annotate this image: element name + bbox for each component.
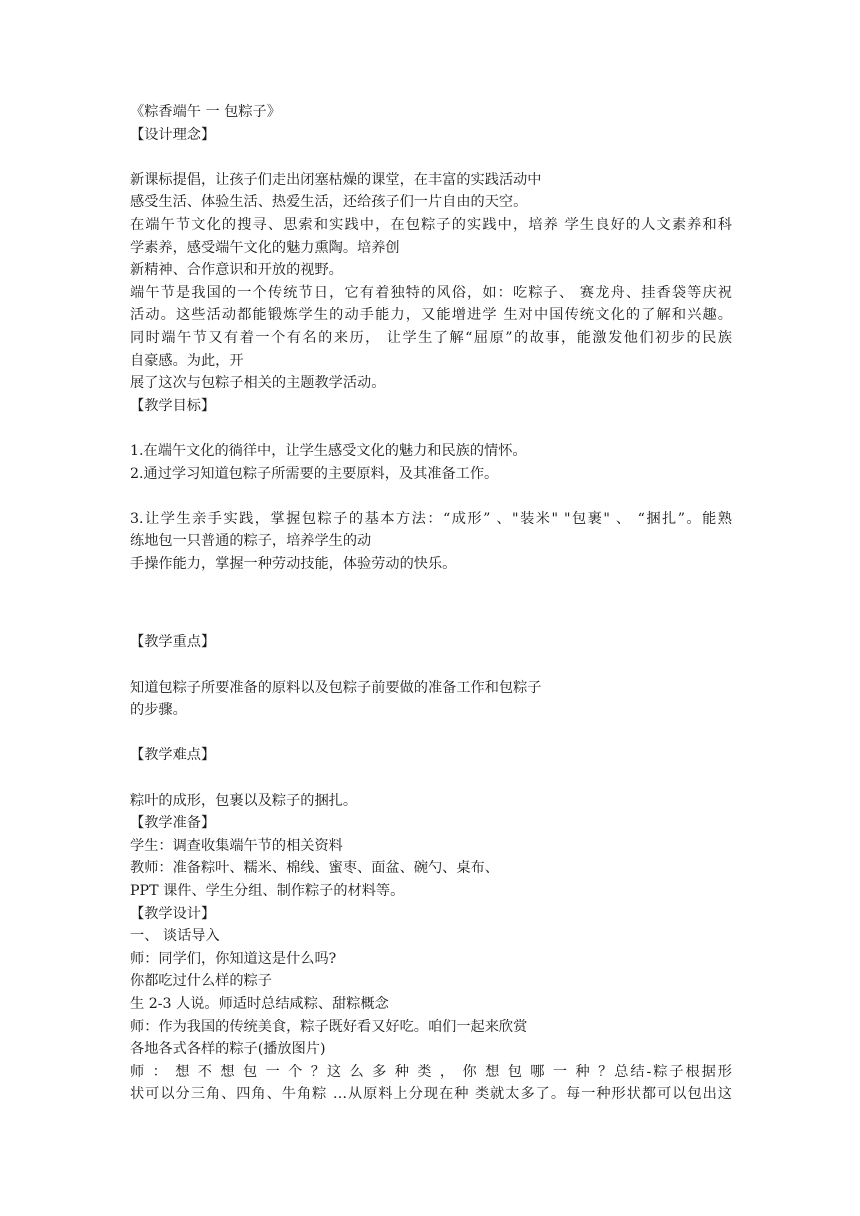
paragraph-line: 各地各式各样的粽子(播放图片) bbox=[130, 1041, 326, 1058]
paragraph-line: 粽叶的成形，包裹以及粽子的捆扎。 bbox=[130, 792, 358, 809]
paragraph-line: 师 ： 想 不 想 包 一 个 ？这 么 多 种 类 ， 你 想 包 哪 一 种 ？总结-粽子根据形 bbox=[130, 1063, 732, 1080]
paragraph-line: 生 2-3 人说。师适时总结咸粽、甜粽概念 bbox=[130, 995, 389, 1012]
paragraph-line: 学生：调查收集端午节的相关资料 bbox=[130, 837, 343, 854]
paragraph-line: 状可以分三角、四角、牛角粽 …从原料上分现在种 类就太多了。每一种形状都可以包出这 bbox=[130, 1086, 732, 1103]
paragraph-line: 师：同学们，你知道这是什么吗? bbox=[130, 950, 337, 967]
paragraph-line: 展了这次与包粽子相关的主题教学活动。 bbox=[130, 375, 386, 392]
document-title: 《粽香端午 一 包粽子》 bbox=[130, 104, 281, 120]
paragraph-line: 一、 谈话导入 bbox=[130, 928, 220, 945]
paragraph-line: 你都吃过什么样的粽子 bbox=[130, 973, 272, 990]
paragraph-line: 教师：准备粽叶、糯米、棉线、蜜枣、面盆、碗勺、桌布、 bbox=[130, 860, 499, 877]
goal-item: 2.通过学习知道包粽子所需要的主要原料，及其准备工作。 bbox=[130, 465, 499, 482]
section-heading-preparation: 【教学准备】 bbox=[130, 815, 216, 832]
blank-line bbox=[130, 417, 732, 440]
section-heading-design-concept: 【设计理念】 bbox=[130, 126, 216, 143]
paragraph-line: 新课标提倡，让孩子们走出闭塞枯燥的课堂，在丰富的实践活动中 bbox=[130, 171, 542, 188]
paragraph-line: 端午节是我国的一个传统节日，它有着独特的风俗，如：吃粽子、 赛龙舟、挂香袋等庆祝 bbox=[130, 284, 732, 301]
paragraph-line: 师：作为我国的传统美食，粽子既好看又好吃。咱们一起来欣赏 bbox=[130, 1018, 528, 1035]
section-heading-key-points: 【教学重点】 bbox=[130, 634, 216, 651]
paragraph-line: 学素养，感受端午文化的魅力熏陶。培养创 bbox=[130, 239, 400, 256]
goal-item: 手操作能力，掌握一种劳动技能，体验劳动的快乐。 bbox=[130, 555, 457, 572]
paragraph-line: 自豪感。为此，开 bbox=[130, 352, 244, 369]
goal-item: 1.在端午文化的徜徉中，让学生感受文化的魅力和民族的情怀。 bbox=[130, 442, 527, 459]
blank-line bbox=[130, 485, 732, 508]
section-heading-design: 【教学设计】 bbox=[130, 905, 216, 922]
paragraph-line: 同时端午节又有着一个有名的来历， 让学生了解“屈原”的故事，能激发他们初步的民族 bbox=[130, 329, 732, 346]
section-heading-difficulties: 【教学难点】 bbox=[130, 747, 216, 764]
blank-line bbox=[130, 146, 732, 169]
paragraph-line: 知道包粽子所要准备的原料以及包粽子前要做的准备工作和包粽子 bbox=[130, 679, 542, 696]
blank-line bbox=[130, 722, 732, 745]
document-page bbox=[130, 101, 732, 1106]
goal-item: 练地包一只普通的粽子，培养学生的动 bbox=[130, 533, 372, 550]
paragraph-line: PPT 课件、学生分组、制作粽子的材料等。 bbox=[130, 883, 405, 899]
paragraph-line: 的步骤。 bbox=[130, 702, 187, 719]
blank-space bbox=[130, 575, 732, 631]
paragraph-line: 在端午节文化的搜寻、思索和实践中，在包粽子的实践中，培养 学生良好的人文素养和科 bbox=[130, 216, 732, 233]
paragraph-line: 活动。这些活动都能锻炼学生的动手能力，又能增进学 生对中国传统文化的了解和兴趣。 bbox=[130, 307, 732, 324]
paragraph-line: 感受生活、体验生活、热爱生活，还给孩子们一片自由的天空。 bbox=[130, 194, 528, 211]
goal-item: 3.让学生亲手实践，掌握包粽子的基本方法：“成形” 、"装米" "包裹" 、 “捆扎”。能熟 bbox=[130, 510, 732, 527]
blank-line bbox=[130, 767, 732, 790]
section-heading-teaching-goals: 【教学目标】 bbox=[130, 397, 216, 414]
paragraph-line: 新精神、合作意识和开放的视野。 bbox=[130, 262, 343, 279]
blank-line bbox=[130, 654, 732, 677]
